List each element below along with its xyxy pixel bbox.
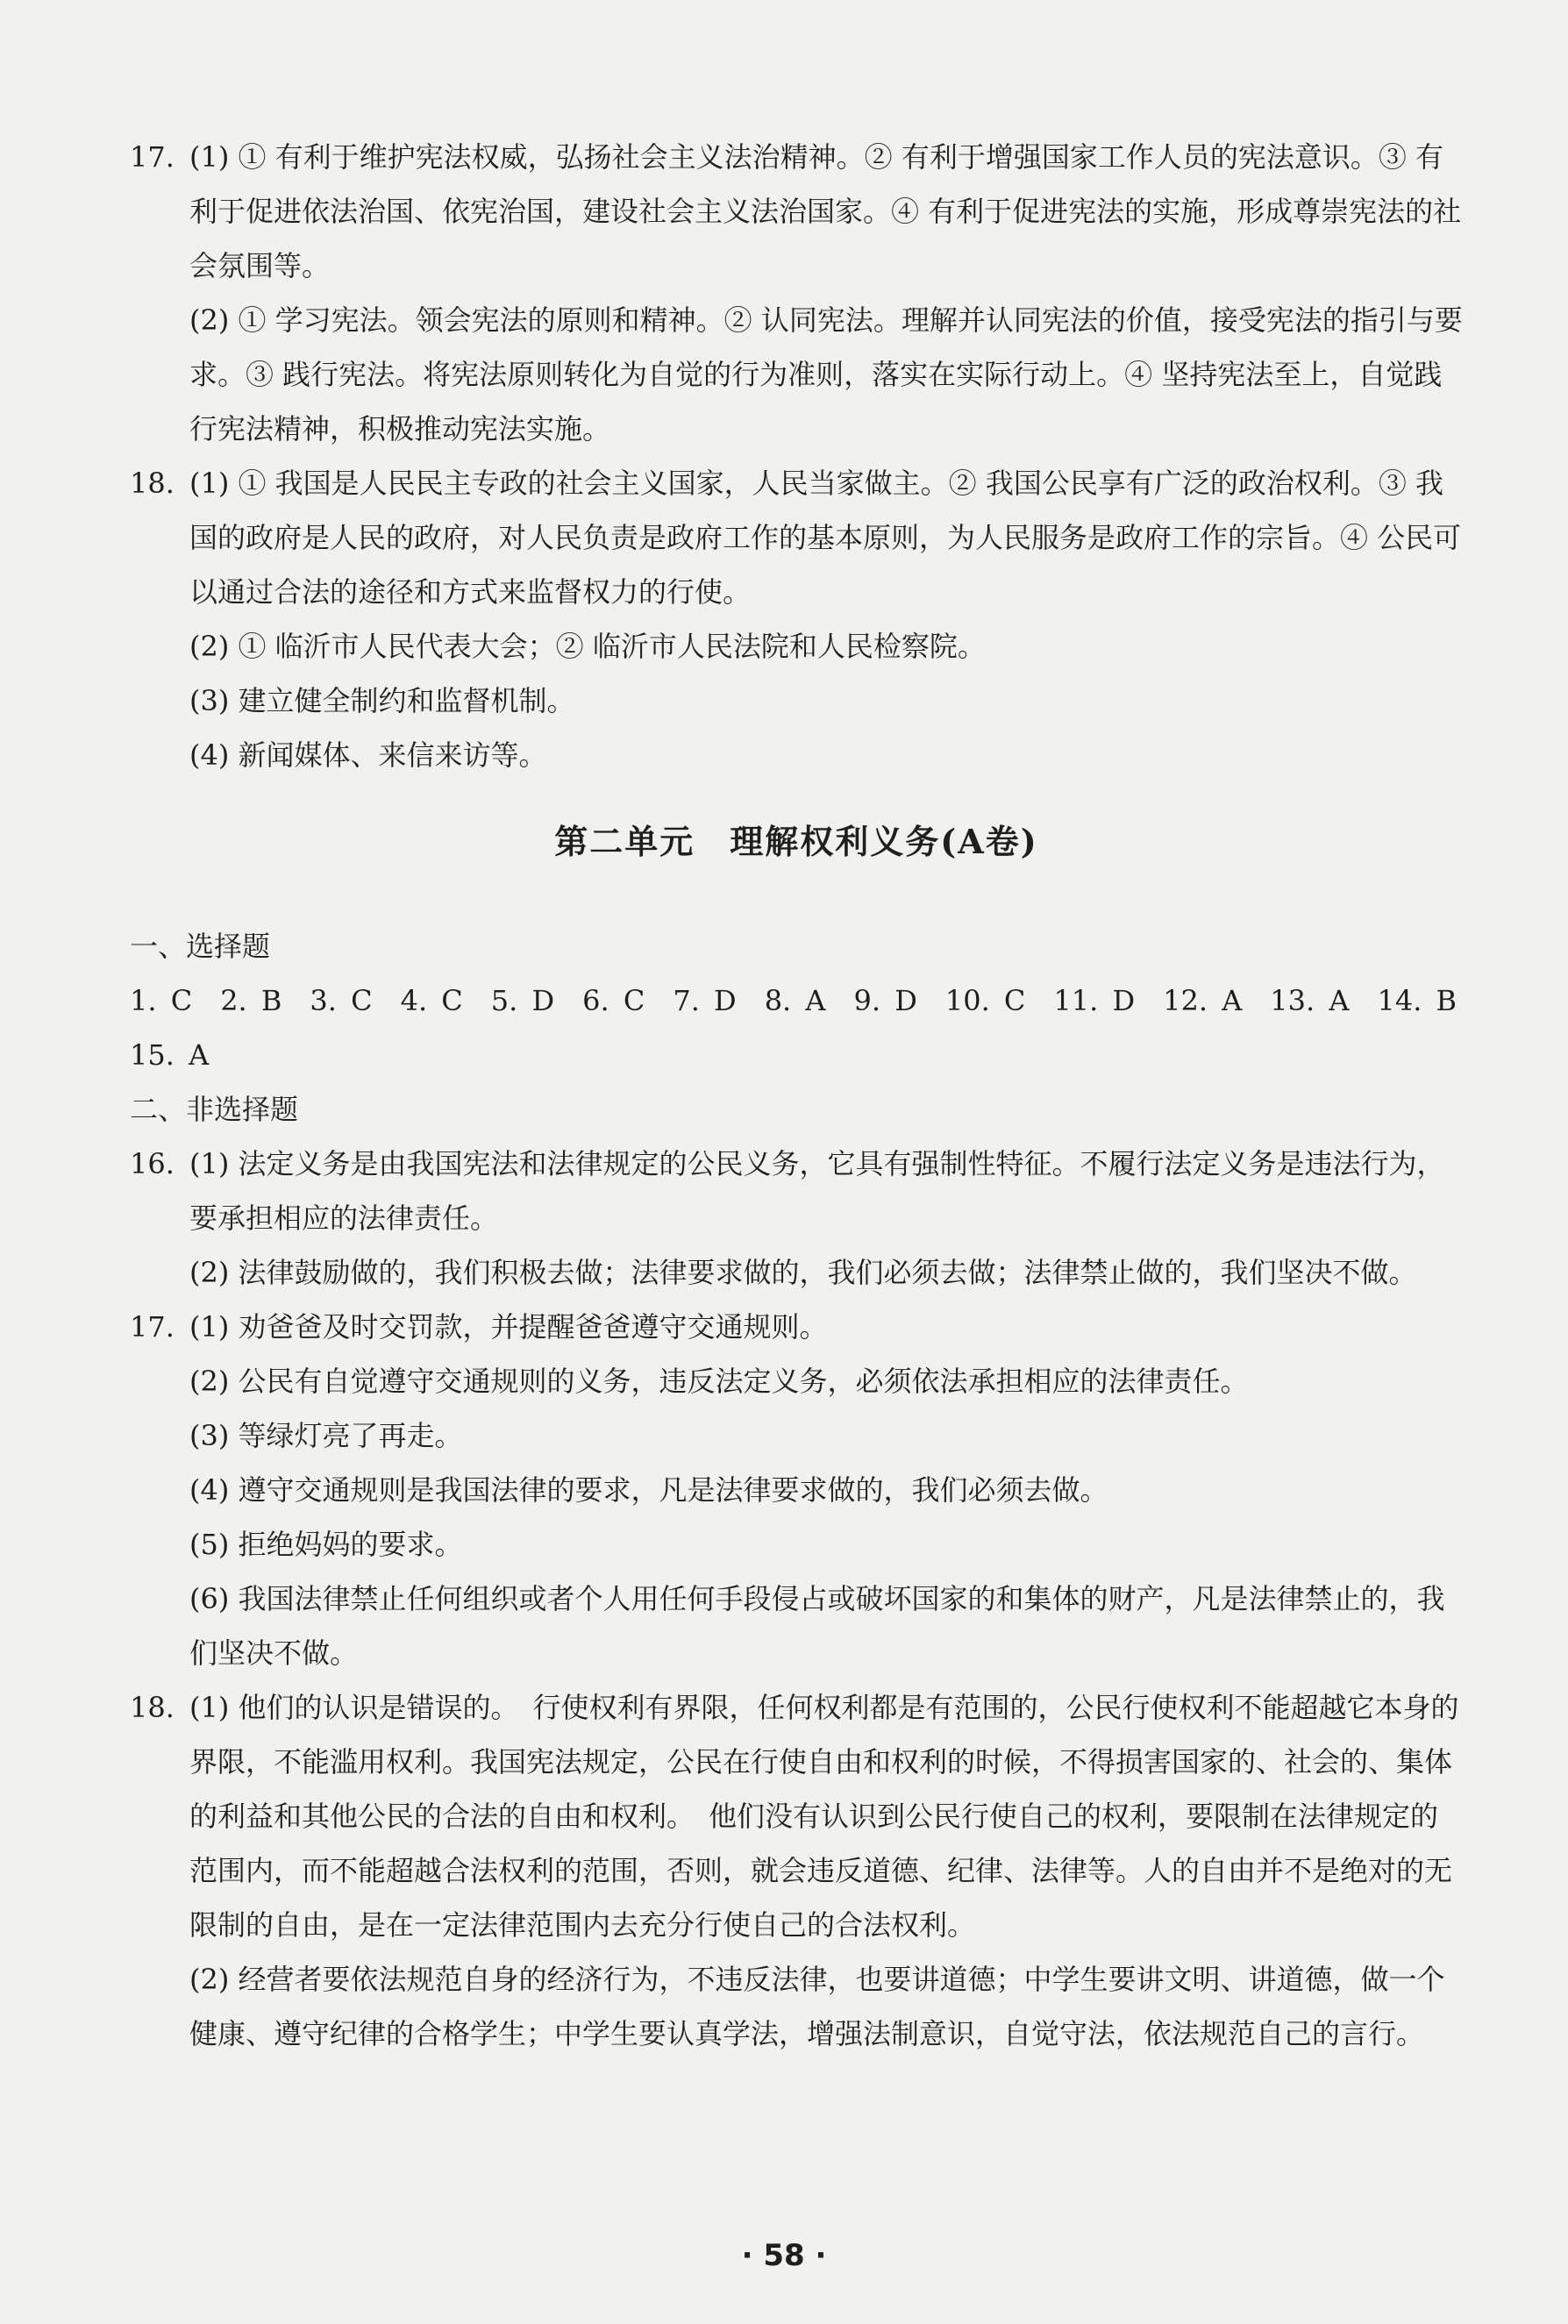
question-17	[130, 130, 1463, 456]
answer-paragraph: (2) ① 学习宪法。领会宪法的原则和精神。② 认同宪法。理解并认同宪法的价值，接受宪法的指引与要求。③ 践行宪法。将宪法原则转化为自觉的行为准则，落实在实际行动上。④ 坚持宪法至上，自觉践行宪法精神，积极推动宪法实施。	[189, 303, 1463, 446]
answer-paragraph: (2) 法律鼓励做的，我们积极去做；法律要求做的，我们必须去做；法律禁止做的，我们坚决不做。	[189, 1256, 1417, 1289]
answer-paragraph: (1) 劝爸爸及时交罚款，并提醒爸爸遵守交通规则。	[189, 1310, 828, 1344]
question-17b	[130, 1300, 1463, 1680]
answer-paragraph: (6) 我国法律禁止任何组织或者个人用任何手段侵占或破坏国家的和集体的财产，凡是法律禁止的，我们坚决不做。	[189, 1582, 1445, 1670]
answer-paragraph: (3) 等绿灯亮了再走。	[189, 1419, 463, 1452]
question-16	[130, 1137, 1463, 1300]
answer-paragraph: (1) ① 有利于维护宪法权威，弘扬社会主义法治精神。② 有利于增强国家工作人员的宪法意识。③ 有利于促进依法治国、依宪治国，建设社会主义法治国家。④ 有利于促进宪法的实施，形成尊崇宪法的社会氛围等。	[189, 140, 1462, 282]
question-number: 18.	[130, 467, 175, 500]
question-18	[130, 456, 1463, 782]
answer-paragraph: (4) 新闻媒体、来信来访等。	[189, 738, 547, 772]
question-number: 17.	[130, 1310, 175, 1344]
question-number: 17.	[130, 140, 175, 174]
page-number: · 58 ·	[741, 2238, 827, 2273]
answer-paragraph: (1) 法定义务是由我国宪法和法律规定的公民义务，它具有强制性特征。不履行法定义务是违法行为，要承担相应的法律责任。	[189, 1147, 1445, 1235]
section-title: 第二单元 理解权利义务(A卷)	[554, 822, 1038, 861]
nonmc-heading: 二、非选择题	[130, 1093, 299, 1126]
answer-paragraph: (1) ① 我国是人民民主专政的社会主义国家，人民当家做主。② 我国公民享有广泛的政治权利。③ 我国的政府是人民的政府，对人民负责是政府工作的基本原则，为人民服务是政府工作的宗旨。④ 公民可以通过合法的途径和方式来监督权力的行使。	[189, 467, 1462, 609]
answer-paragraph: (2) 公民有自觉遵守交通规则的义务，违反法定义务，必须依法承担相应的法律责任。	[189, 1365, 1249, 1398]
answer-paragraph: (2) 经营者要依法规范自身的经济行为，不违反法律，也要讲道德；中学生要讲文明、讲道德，做一个健康、遵守纪律的合格学生；中学生要认真学法，增强法制意识，自觉守法，依法规范自己的言行。	[189, 1963, 1445, 2050]
answer-paragraph: (2) ① 临沂市人民代表大会；② 临沂市人民法院和人民检察院。	[189, 630, 986, 663]
answer-paragraph: (1) 他们的认识是错误的。 行使权利有界限，任何权利都是有范围的，公民行使权利不能超越它本身的界限，不能滥用权利。我国宪法规定，公民在行使自由和权利的时候，不得损害国家的、社会的、集体的利益和其他公民的合法的自由和权利。 他们没有认识到公民行使自己的权利，要限制在法律规定的范围内，而不能超越合法权利的范围，否则，就会违反道德、纪律、法律等。人的自由并不是绝对的无限制的自由，是在一定法律范围内去充分行使自己的合法权利。	[189, 1691, 1459, 1942]
question-number: 18.	[130, 1691, 175, 1724]
answer-paragraph: (4) 遵守交通规则是我国法律的要求，凡是法律要求做的，我们必须去做。	[189, 1473, 1108, 1507]
answer-paragraph: (3) 建立健全制约和监督机制。	[189, 684, 575, 717]
question-number: 16.	[130, 1147, 175, 1180]
question-18b	[130, 1680, 1463, 2061]
mc-answers: 1. C 2. B 3. C 4. C 5. D 6. C 7. D 8. A 9. D 10. C 11. D 12. A 13. A 14. B 15. A	[130, 984, 1486, 1072]
mc-heading: 一、选择题	[130, 930, 271, 963]
answer-paragraph: (5) 拒绝妈妈的要求。	[189, 1528, 463, 1561]
